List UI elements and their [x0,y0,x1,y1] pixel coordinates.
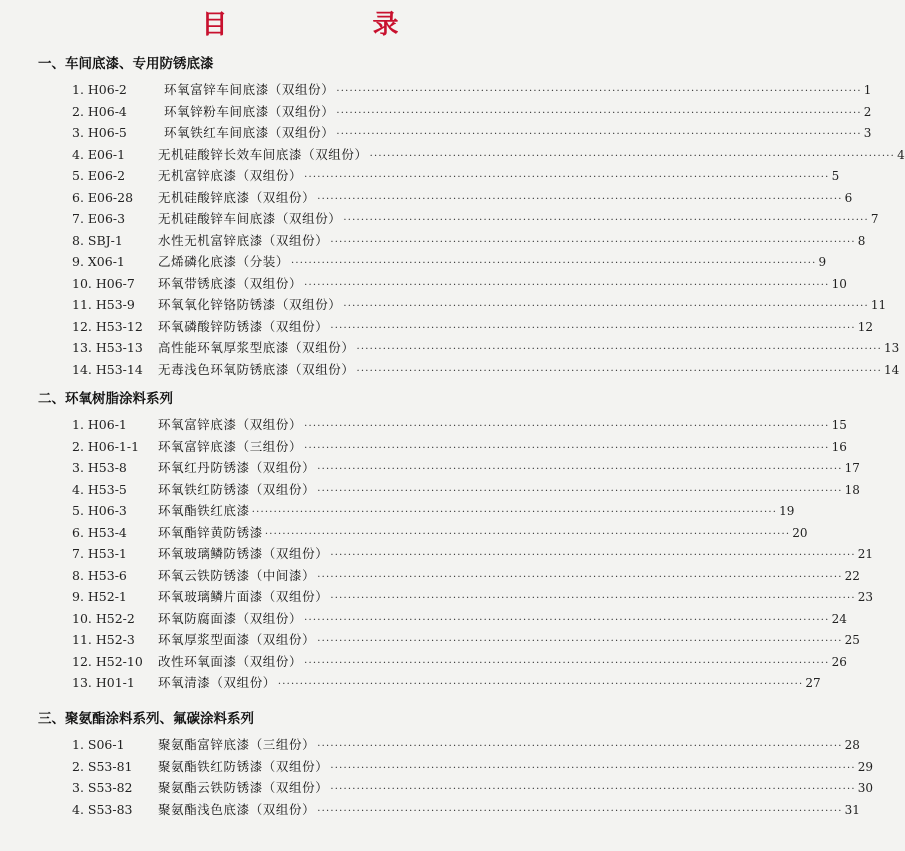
page-number: 4 [897,147,905,162]
dot-leader: ························································································································ [356,344,882,355]
entry-title: 高性能环氧厚浆型底漆（双组份） [158,340,355,355]
entry-title: 改性环氧面漆（双组份） [158,653,303,669]
entry-title: 水性无机富锌底漆（双组份） [158,232,329,248]
entry-code: 1. H06-2 [72,82,127,97]
entry-title: 环氧铁红防锈漆（双组份） [158,481,316,497]
dot-leader: ························································································································ [343,301,869,312]
entry-title: 环氧氧化锌铬防锈漆（双组份） [158,297,342,312]
toc-entry[interactable] [0,522,808,544]
toc-entry[interactable] [0,651,847,673]
entry-title: 环氧云铁防锈漆（中间漆） [158,567,316,583]
entry-code: 4. E06-1 [72,146,126,162]
page-number: 10 [831,276,847,291]
toc-entry[interactable] [0,414,847,436]
entry-title: 聚氨酯铁红防锈漆（双组份） [158,758,329,774]
page-number: 30 [857,781,874,795]
entry-code: 2. S53-81 [72,758,133,774]
page-number: 24 [831,611,847,626]
toc-entry[interactable] [0,208,879,230]
entry-title: 乙烯磷化底漆（分装） [158,254,290,269]
dot-leader: ························································································································ [304,614,830,626]
dot-leader: ························································································································ [304,657,830,669]
entry-title: 环氧玻璃鳞防锈漆（双组份） [158,546,329,561]
page-number: 26 [831,654,847,669]
entry-code: 1. H06-1 [72,417,127,432]
page-number: 27 [805,676,821,690]
entry-code: 4. H53-5 [72,481,127,497]
toc-entry[interactable] [0,316,874,338]
entry-code: 3. H53-8 [72,460,127,475]
page-number: 14 [883,362,900,377]
toc-entry[interactable] [0,756,874,778]
entry-list [0,79,905,380]
page-number: 18 [844,482,860,497]
toc-entry[interactable] [0,543,874,565]
toc-entry[interactable] [0,457,860,479]
dot-leader: ························································································································ [330,236,856,248]
toc-entry[interactable] [0,187,853,209]
section-heading: 一、车间底漆、专用防锈底漆 [38,56,214,72]
page-number: 17 [844,461,860,475]
toc-entry[interactable] [0,79,872,101]
toc-entry[interactable] [0,672,821,694]
dot-leader: ························································································································ [330,762,856,774]
toc-entry[interactable] [0,500,795,522]
toc-entry[interactable] [0,359,900,381]
dot-leader: ························································································································ [356,365,882,377]
toc-entry[interactable] [0,436,847,458]
entry-code: 10. H52-2 [72,610,135,626]
dot-leader: ························································································································ [317,636,843,647]
page-number: 3 [863,126,872,140]
dot-leader: ························································································································ [291,258,817,269]
page-number: 20 [792,525,808,540]
entry-list [0,414,874,694]
toc-entry[interactable] [0,608,847,630]
entry-code: 13. H01-1 [72,675,135,690]
entry-title: 环氧酯锌黄防锈漆 [158,524,263,540]
page-title: 目 录 [201,10,467,40]
toc-entry[interactable] [0,122,872,144]
entry-title: 聚氨酯云铁防锈漆（双组份） [158,780,329,795]
dot-leader: ························································································································ [277,679,804,690]
toc-entry[interactable] [0,799,860,821]
toc-entry[interactable] [0,629,860,651]
section-heading: 二、环氧树脂涂料系列 [38,391,173,407]
page-number: 1 [863,83,872,97]
dot-leader: ························································································································ [251,507,778,518]
dot-leader: ························································································································ [317,741,843,752]
entry-code: 5. E06-2 [72,168,126,183]
toc-entry[interactable] [0,777,874,799]
section-heading: 三、聚氨酯涂料系列、氟碳涂料系列 [38,711,254,727]
toc-entry[interactable] [0,251,827,273]
dot-leader: ························································································································ [336,129,862,140]
toc-entry[interactable] [0,101,872,123]
entry-title: 环氧酯铁红底漆 [158,503,250,518]
page-number: 22 [844,568,860,583]
toc-entry[interactable] [0,230,866,252]
page-number: 6 [844,190,853,205]
dot-leader: ························································································································ [317,485,843,497]
entry-title: 环氧锌粉车间底漆（双组份） [164,103,335,119]
page-number: 19 [779,504,795,518]
dot-leader: ························································································································ [330,550,856,561]
entry-title: 环氧磷酸锌防锈漆（双组份） [158,318,329,334]
entry-code: 11. H52-3 [72,632,135,647]
toc-entry[interactable] [0,586,874,608]
entry-code: 10. H06-7 [72,275,135,291]
entry-list [0,734,874,820]
entry-code: 2. H06-4 [72,103,127,119]
toc-entry[interactable] [0,294,887,316]
entry-code: 9. X06-1 [72,254,125,269]
entry-code: 4. S53-83 [72,801,133,817]
dot-leader: ························································································································ [343,215,869,226]
entry-title: 环氧铁红车间底漆（双组份） [164,125,335,140]
dot-leader: ························································································································ [317,571,843,583]
dot-leader: ························································································································ [264,528,791,540]
dot-leader: ························································································································ [304,442,830,454]
entry-code: 7. H53-1 [72,546,127,561]
dot-leader: ························································································································ [369,150,896,162]
entry-title: 环氧防腐面漆（双组份） [158,610,303,626]
toc-entry[interactable] [0,734,860,756]
entry-title: 环氧富锌底漆（双组份） [158,417,303,432]
entry-title: 无机硅酸锌长效车间底漆（双组份） [158,146,368,162]
dot-leader: ························································································································ [336,86,862,97]
entry-title: 无机富锌底漆（双组份） [158,168,303,183]
entry-code: 5. H06-3 [72,503,127,518]
page-number: 11 [870,298,887,312]
entry-title: 环氧清漆（双组份） [158,675,276,690]
entry-code: 6. E06-28 [72,189,134,205]
entry-code: 1. S06-1 [72,737,125,752]
page-number: 23 [857,590,874,604]
entry-code: 8. H53-6 [72,567,127,583]
page-number: 2 [863,104,872,119]
entry-title: 聚氨酯浅色底漆（双组份） [158,801,316,817]
page-number: 16 [831,439,847,454]
entry-code: 6. H53-4 [72,524,127,540]
entry-title: 无机硅酸锌底漆（双组份） [158,189,316,205]
dot-leader: ························································································································ [330,593,856,604]
page-number: 7 [870,212,879,226]
page-number: 9 [818,255,827,269]
entry-title: 聚氨酯富锌底漆（三组份） [158,737,316,752]
toc-entry[interactable] [0,273,847,295]
entry-code: 7. E06-3 [72,211,126,226]
dot-leader: ························································································································ [317,805,843,817]
entry-title: 环氧带锈底漆（双组份） [158,275,303,291]
entry-code: 14. H53-14 [72,361,143,377]
entry-title: 环氧厚浆型面漆（双组份） [158,632,316,647]
page-number: 15 [831,418,847,432]
toc-entry[interactable] [0,479,860,501]
entry-title: 无毒浅色环氧防锈底漆（双组份） [158,361,355,377]
page-number: 8 [857,233,866,248]
page-number: 5 [831,169,840,183]
entry-code: 3. S53-82 [72,780,133,795]
entry-title: 环氧红丹防锈漆（双组份） [158,460,316,475]
dot-leader: ························································································································ [304,421,830,432]
dot-leader: ························································································································ [304,172,830,183]
page-number: 21 [857,547,874,561]
entry-code: 8. SBJ-1 [72,232,123,248]
entry-code: 9. H52-1 [72,589,127,604]
page-number: 31 [844,802,860,817]
dot-leader: ························································································································ [330,322,856,334]
entry-code: 12. H53-12 [72,318,143,334]
dot-leader: ························································································································ [304,279,830,291]
page-number: 28 [844,738,860,752]
dot-leader: ························································································································ [330,784,856,795]
entry-title: 环氧富锌底漆（三组份） [158,438,303,454]
toc-entry[interactable] [0,337,900,359]
entry-title: 环氧玻璃鳞片面漆（双组份） [158,589,329,604]
page-number: 13 [883,341,900,355]
page-number: 29 [857,759,874,774]
entry-code: 13. H53-13 [72,340,143,355]
entry-title: 环氧富锌车间底漆（双组份） [164,82,335,97]
toc-entry[interactable] [0,144,905,166]
entry-code: 11. H53-9 [72,297,135,312]
entry-title: 无机硅酸锌车间底漆（双组份） [158,211,342,226]
dot-leader: ························································································································ [317,193,843,205]
dot-leader: ························································································································ [317,464,843,475]
page-number: 12 [857,319,874,334]
entry-code: 2. H06-1-1 [72,438,140,454]
page-number: 25 [844,633,860,647]
entry-code: 12. H52-10 [72,653,143,669]
toc-entry[interactable] [0,565,860,587]
entry-code: 3. H06-5 [72,125,127,140]
toc-entry[interactable] [0,165,840,187]
dot-leader: ························································································································ [336,107,862,119]
